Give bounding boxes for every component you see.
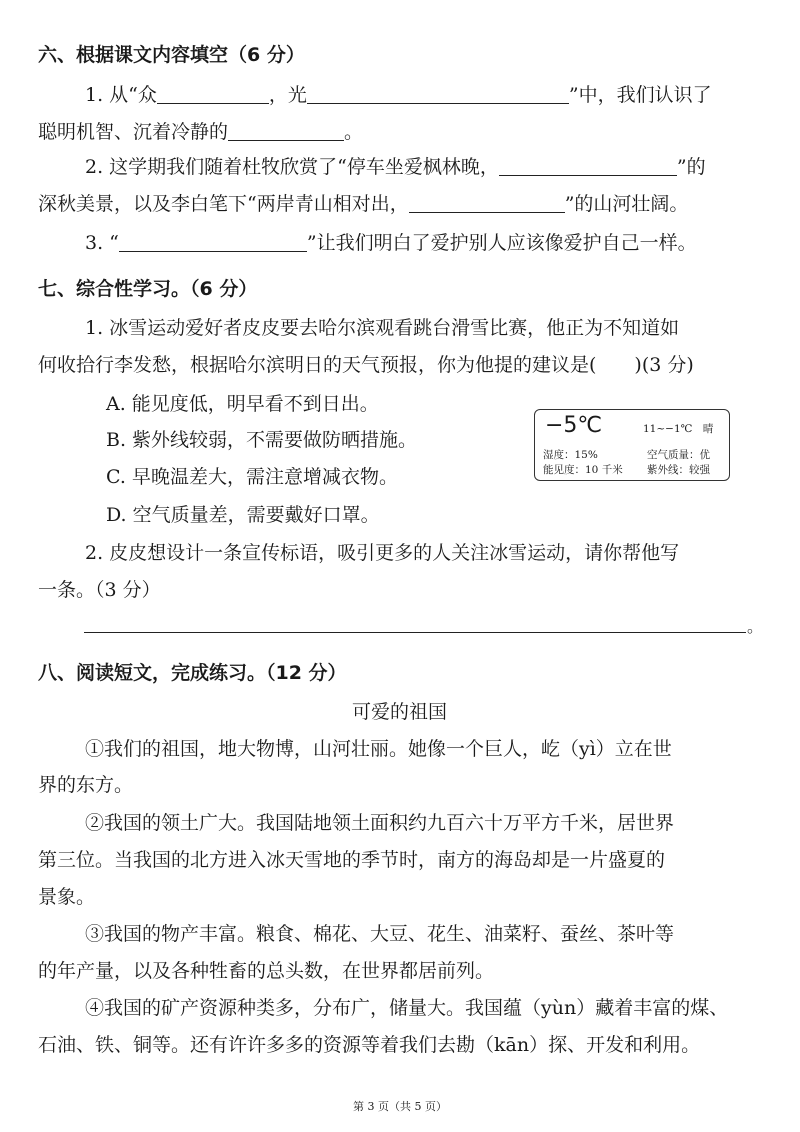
s6-q1-text-a: 1. 从“众 bbox=[85, 84, 157, 106]
s6-q1-blank-1[interactable] bbox=[157, 84, 269, 104]
passage-p1-line2: 界的东方。 bbox=[38, 774, 134, 796]
s6-q2-line1 bbox=[85, 152, 706, 179]
s6-q1-blank-2[interactable] bbox=[307, 84, 569, 104]
section-6-heading: 六、根据课文内容填空（6 分） bbox=[38, 44, 305, 66]
s6-q2-blank-1[interactable] bbox=[499, 156, 677, 176]
s6-q3-text-b: ”让我们明白了爱护别人应该像爱护自己一样。 bbox=[306, 232, 697, 254]
passage-p3-line1: ③我国的物产丰富。粮食、棉花、大豆、花生、油菜籽、蚕丝、茶叶等 bbox=[85, 923, 675, 945]
passage-p2-line3: 景象。 bbox=[38, 886, 96, 908]
page-footer: 第 3 页（共 5 页） bbox=[353, 1100, 447, 1113]
s6-q3-text-a: 3. “ bbox=[85, 232, 119, 254]
s7-q2-answer-end: 。 bbox=[747, 617, 764, 636]
s7-option-d[interactable]: D. 空气质量差，需要戴好口罩。 bbox=[106, 504, 380, 526]
s6-q2-text-d: ”的山河壮阔。 bbox=[564, 193, 689, 215]
weather-uv: 紫外线：较强 bbox=[647, 464, 710, 476]
s7-q1-line1: 1. 冰雪运动爱好者皮皮要去哈尔滨观看跳台滑雪比赛，他正为不知道如 bbox=[85, 317, 680, 339]
weather-humidity: 湿度：15% bbox=[543, 449, 598, 461]
s6-q2-text-a: 2. 这学期我们随着杜牧欣赏了“停车坐爱枫林晚， bbox=[85, 156, 499, 178]
s6-q1-line1 bbox=[85, 80, 712, 107]
s6-q2-line2 bbox=[38, 189, 688, 216]
s6-q3-blank[interactable] bbox=[119, 232, 307, 252]
weather-forecast-card bbox=[534, 409, 730, 481]
weather-temperature: −5℃ bbox=[545, 413, 603, 438]
passage-p4-line1: ④我国的矿产资源种类多，分布广，储量大。我国蕴（yùn）藏着丰富的煤、 bbox=[85, 997, 729, 1019]
weather-visibility: 能见度：10 千米 bbox=[543, 464, 623, 476]
passage-p4-line2: 石油、铁、铜等。还有许许多多的资源等着我们去勘（kān）探、开发和利用。 bbox=[38, 1034, 701, 1056]
s7-q2-answer-line[interactable] bbox=[84, 632, 746, 633]
s7-q2-line2: 一条。（3 分） bbox=[38, 579, 161, 601]
s6-q1-text-b: ，光 bbox=[268, 84, 307, 106]
s6-q2-text-c: 深秋美景，以及李白笔下“两岸青山相对出， bbox=[38, 193, 409, 215]
passage-p2-line1: ②我国的领土广大。我国陆地领土面积约九百六十万平方千米，居世界 bbox=[85, 812, 675, 834]
s7-q2-line1: 2. 皮皮想设计一条宣传标语，吸引更多的人关注冰雪运动，请你帮他写 bbox=[85, 542, 680, 564]
passage-p2-line2: 第三位。当我国的北方进入冰天雪地的季节时，南方的海岛却是一片盛夏的 bbox=[38, 849, 666, 871]
section-8-heading: 八、阅读短文，完成练习。（12 分） bbox=[38, 662, 347, 684]
passage-p3-line2: 的年产量，以及各种牲畜的总头数，在世界都居前列。 bbox=[38, 960, 495, 982]
passage-p1-line1: ①我们的祖国，地大物博，山河壮丽。她像一个巨人，屹（yì）立在世 bbox=[85, 738, 672, 760]
s6-q3-line bbox=[85, 228, 697, 255]
weather-air-quality: 空气质量：优 bbox=[647, 449, 710, 461]
s7-option-c[interactable]: C. 早晚温差大，需注意增减衣物。 bbox=[106, 466, 398, 488]
section-7-heading: 七、综合性学习。（6 分） bbox=[38, 278, 258, 300]
s6-q1-text-c: ”中，我们认识了 bbox=[568, 84, 712, 106]
s6-q1-line2 bbox=[38, 117, 363, 144]
s6-q2-text-b: ”的 bbox=[676, 156, 706, 178]
s6-q1-text-d: 聪明机智、沉着冷静的 bbox=[38, 121, 229, 143]
weather-range: 11~−1℃ 晴 bbox=[643, 423, 714, 435]
s6-q1-text-e: 。 bbox=[344, 121, 364, 143]
s6-q2-blank-2[interactable] bbox=[409, 193, 565, 213]
passage-title: 可爱的祖国 bbox=[352, 701, 448, 723]
s6-q1-blank-3[interactable] bbox=[228, 121, 344, 141]
s7-q1-line2: 何收拾行李发愁，根据哈尔滨明日的天气预报，你为他提的建议是( )(3 分) bbox=[38, 354, 694, 376]
s7-option-b[interactable]: B. 紫外线较弱，不需要做防晒措施。 bbox=[106, 429, 418, 451]
s7-option-a[interactable]: A. 能见度低，明早看不到日出。 bbox=[106, 393, 379, 415]
